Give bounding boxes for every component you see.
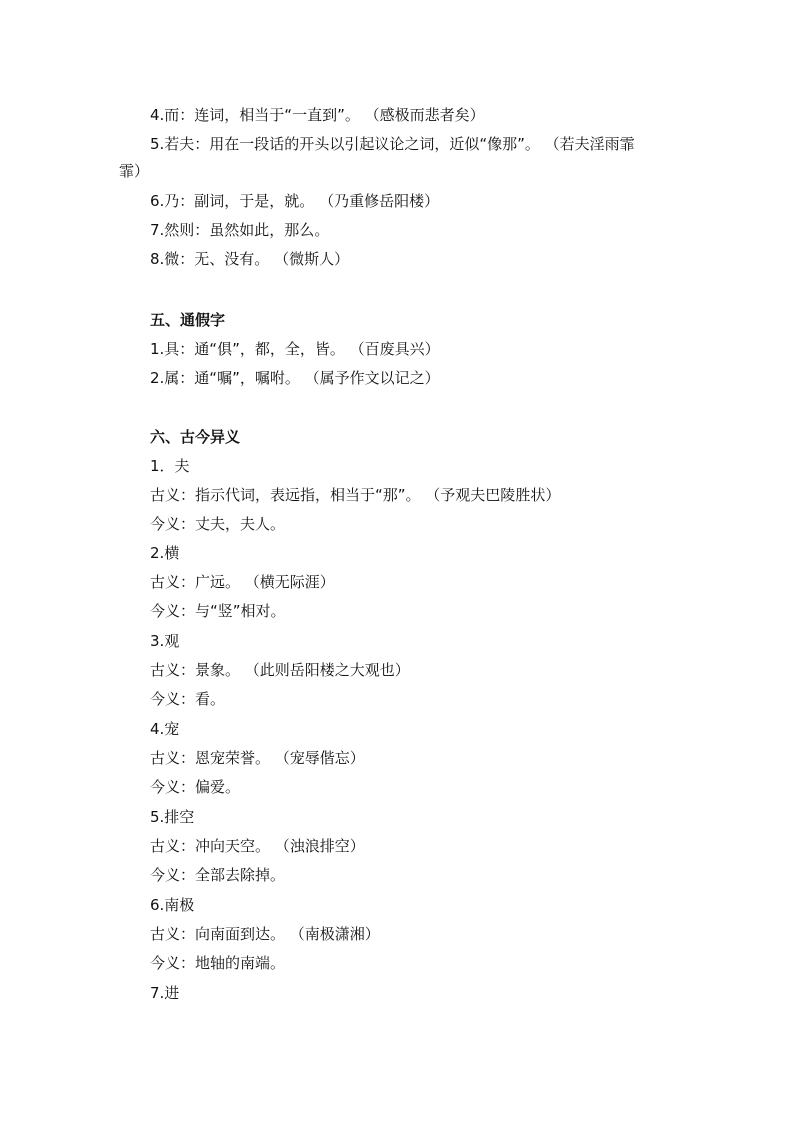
list-item: 8.微：无、没有。 （微斯人） — [150, 250, 350, 268]
entry-ancient-meaning: 古义：向南面到达。 （南极潇湘） — [150, 925, 380, 943]
entry-modern-meaning: 今义：全部去除掉。 — [150, 866, 286, 884]
entry-ancient-meaning: 古义：广远。 （横无际涯） — [150, 573, 335, 591]
list-item: 5.若夫：用在一段话的开头以引起议论之词，近似“像那”。 （若夫淫雨霏 — [150, 135, 635, 153]
list-item: 2.属：通“嘱”，嘱咐。 （属予作文以记之） — [150, 369, 440, 387]
entry-term: 6.南极 — [150, 896, 195, 914]
list-item: 4.而：连词，相当于“一直到”。 （感极而悲者矣） — [150, 106, 485, 124]
entry-modern-meaning: 今义：偏爱。 — [150, 778, 241, 796]
list-item: 1.具：通“俱”，都，全，皆。 （百废具兴） — [150, 340, 440, 358]
list-item: 6.乃：副词，于是，就。 （乃重修岳阳楼） — [150, 192, 440, 210]
entry-term: 5.排空 — [150, 808, 195, 826]
entry-modern-meaning: 今义：丈夫，夫人。 — [150, 515, 286, 533]
list-item-continuation: 霏） — [119, 162, 150, 180]
entry-modern-meaning: 今义：看。 — [150, 690, 226, 708]
entry-term: 3.观 — [150, 632, 180, 650]
entry-term: 2.横 — [150, 544, 180, 562]
entry-term: 1．夫 — [150, 457, 190, 475]
entry-ancient-meaning: 古义：景象。 （此则岳阳楼之大观也） — [150, 661, 410, 679]
entry-modern-meaning: 今义：与“竖”相对。 — [150, 602, 286, 620]
entry-term: 7.进 — [150, 984, 180, 1002]
entry-ancient-meaning: 古义：指示代词，表远指，相当于“那”。 （予观夫巴陵胜状） — [150, 486, 561, 504]
list-item: 7.然则：虽然如此，那么。 — [150, 221, 330, 239]
entry-modern-meaning: 今义：地轴的南端。 — [150, 954, 286, 972]
entry-ancient-meaning: 古义：冲向天空。 （浊浪排空） — [150, 837, 365, 855]
entry-term: 4.宠 — [150, 720, 180, 738]
entry-ancient-meaning: 古义：恩宠荣誉。 （宠辱偕忘） — [150, 749, 365, 767]
section-heading: 五、通假字 — [150, 311, 226, 329]
section-heading: 六、古今异义 — [150, 428, 241, 446]
